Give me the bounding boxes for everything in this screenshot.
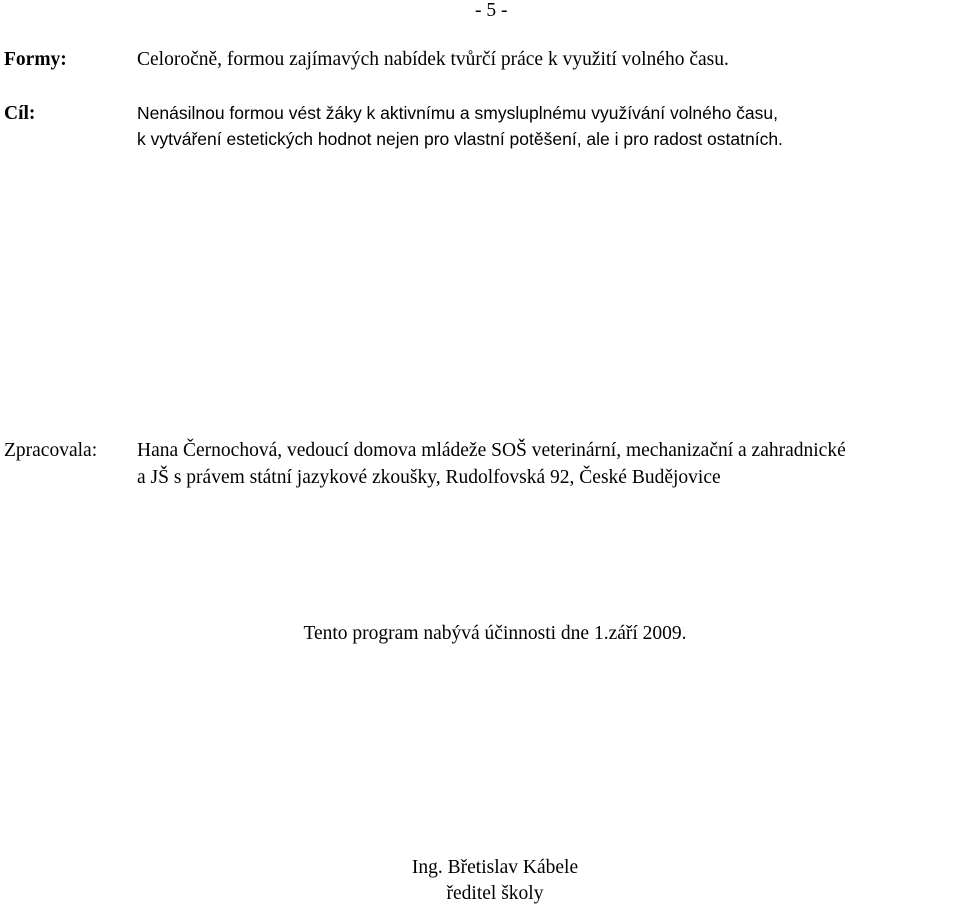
zpracovala-text-line1: Hana Černochová, vedoucí domova mládeže SOŠ veterinární, mechanizační a zahradnické — [137, 440, 846, 461]
signature-name: Ing. Břetislav Kábele — [411, 857, 579, 878]
validity-statement: Tento program nabývá účinnosti dne 1.září 2009. — [303, 623, 687, 644]
cil-text-line2: k vytváření estetických hodnot nejen pro vlastní potěšení, ale i pro radost ostatních. — [137, 129, 783, 149]
zpracovala-label: Zpracovala: — [4, 440, 98, 461]
formy-text: Celoročně, formou zajímavých nabídek tvůrčí práce k využití volného času. — [137, 49, 729, 70]
zpracovala-text-line2: a JŠ s právem státní jazykové zkoušky, Rudolfovská 92, České Budějovice — [137, 467, 721, 488]
page-number: - 5 - — [475, 0, 508, 21]
cil-label: Cíl: — [4, 103, 36, 124]
cil-text-line1: Nenásilnou formou vést žáky k aktivnímu a smysluplnému využívání volného času, — [137, 103, 778, 123]
formy-label: Formy: — [4, 49, 67, 70]
signature-role: ředitel školy — [446, 883, 544, 904]
